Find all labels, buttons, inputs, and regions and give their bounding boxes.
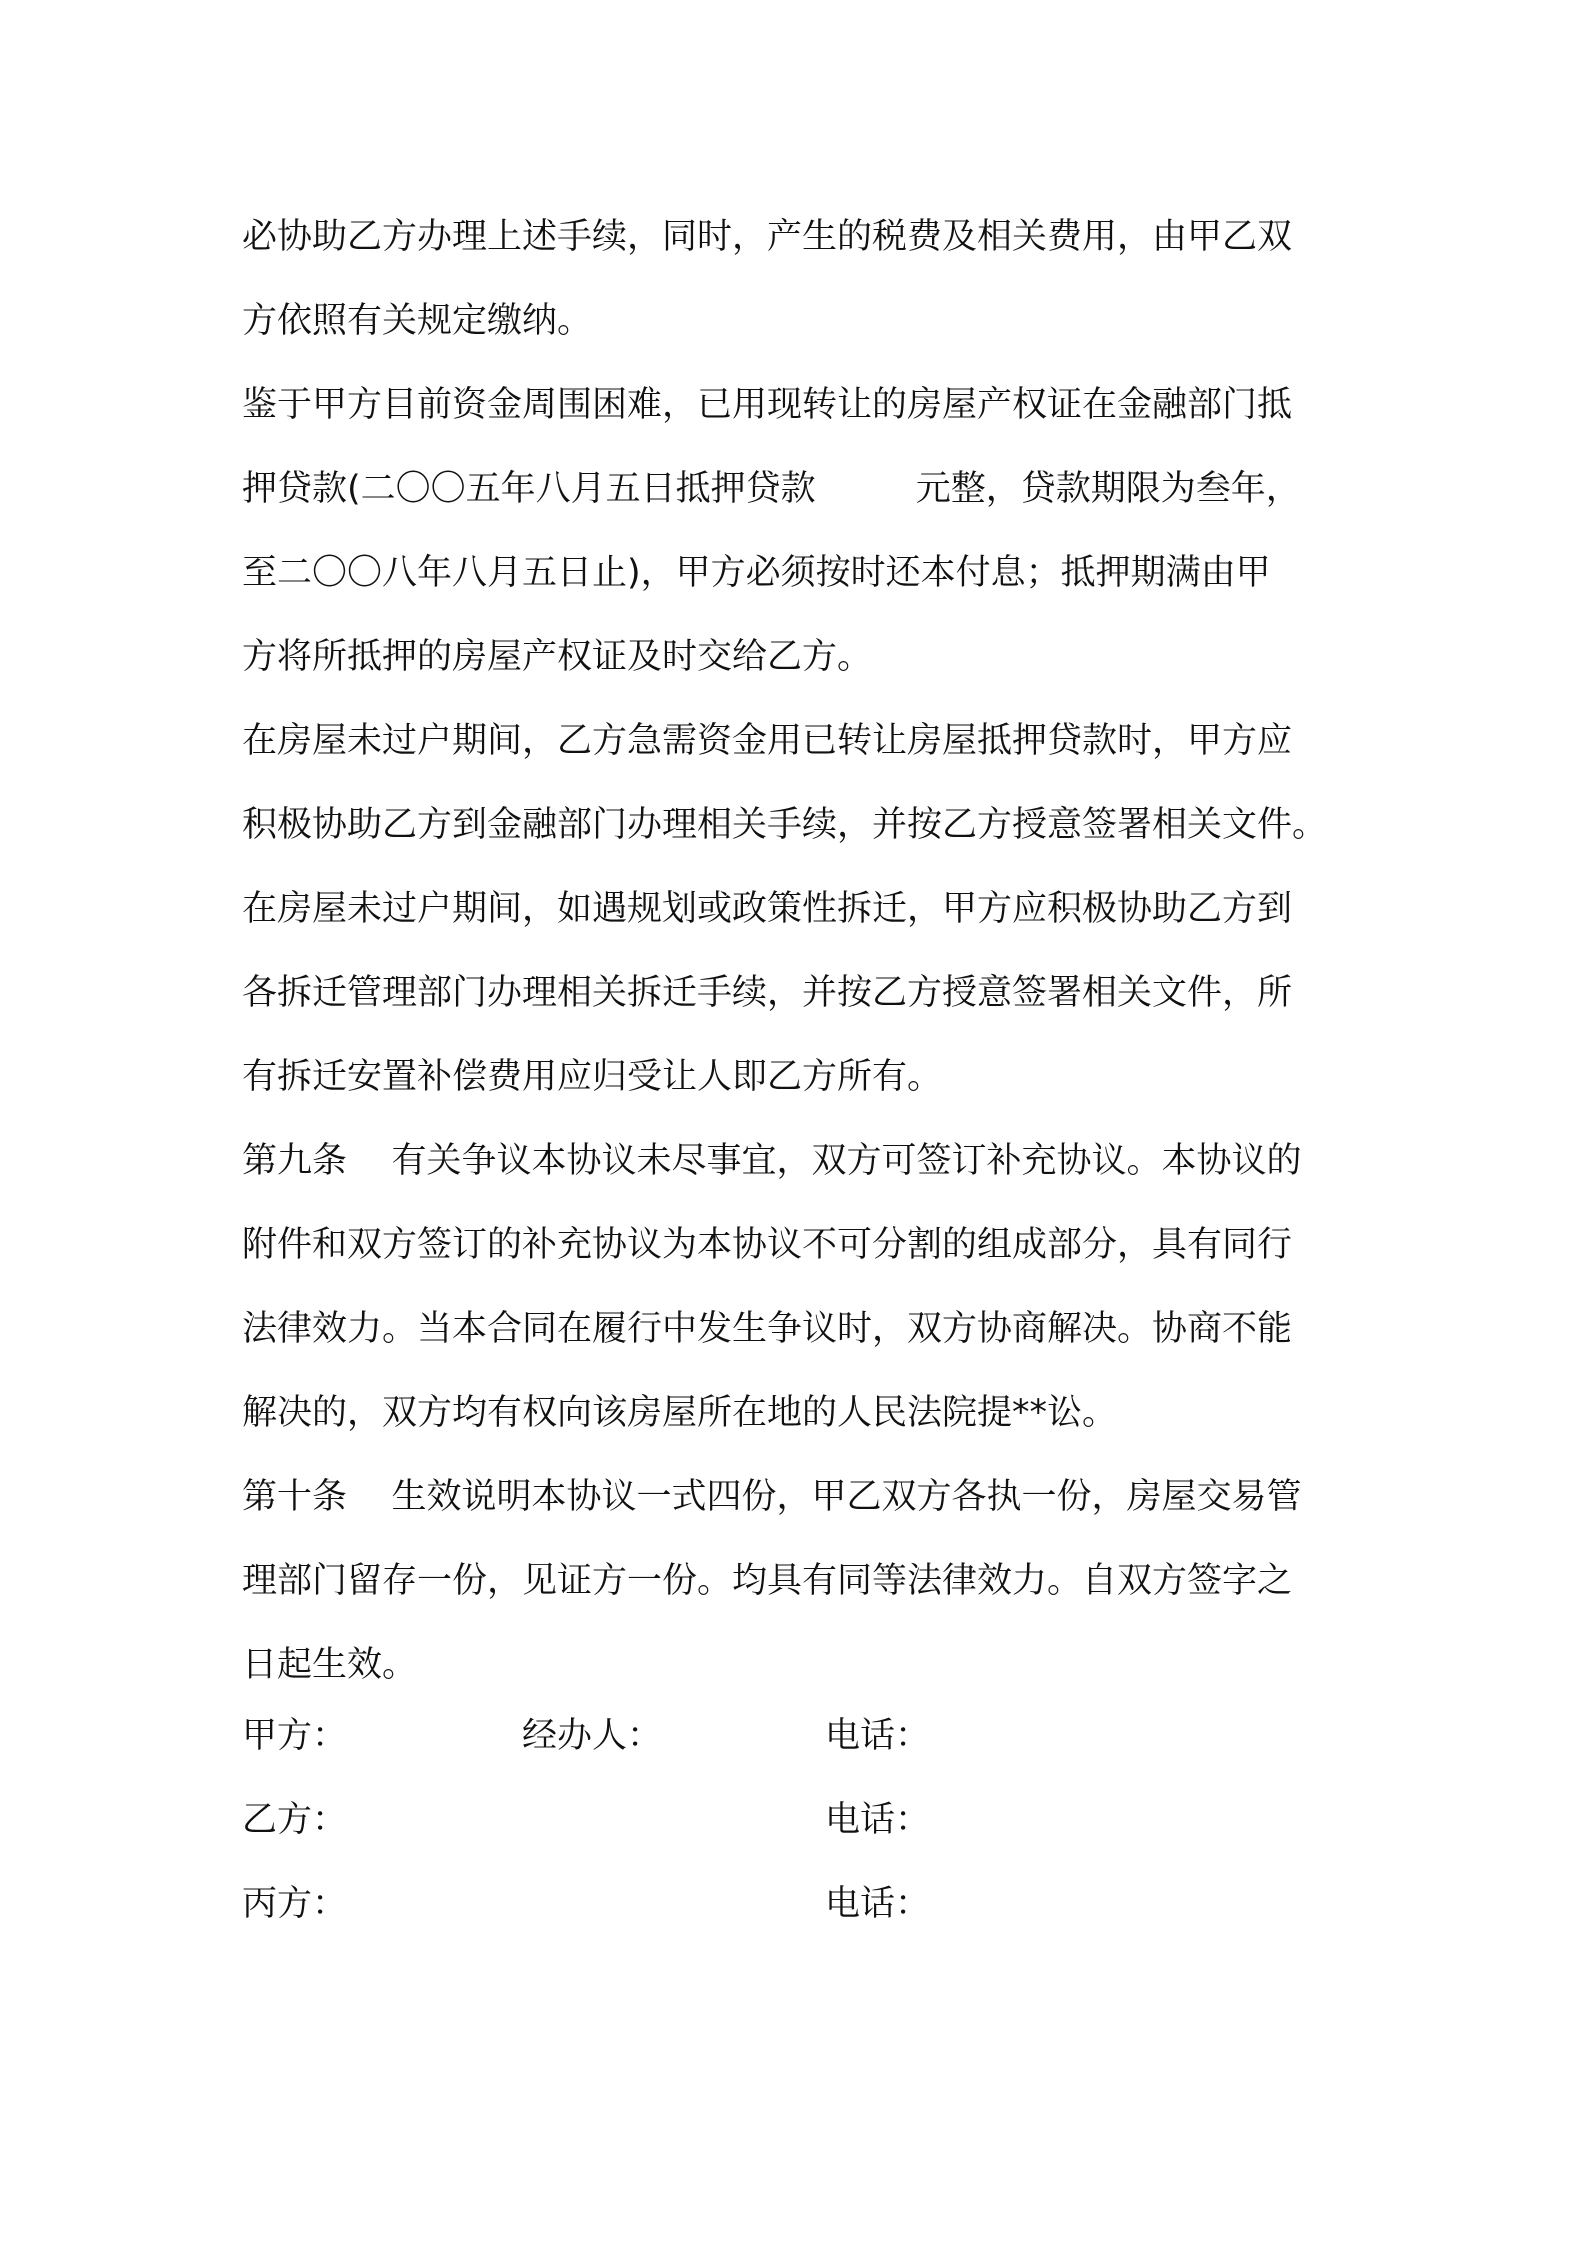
article-10-line-2: 理部门留存一份，见证方一份。均具有同等法律效力。自双方签字之: [242, 1561, 1293, 1601]
article-10-line-3: 日起生效。: [242, 1645, 418, 1685]
article-9-line-4: 解决的，双方均有权向该房屋所在地的人民法院提**讼。: [242, 1393, 1118, 1433]
signature-block: [242, 1694, 1372, 1946]
party-a-label: 甲方：: [242, 1716, 348, 1756]
phone-b-label: 电话：: [825, 1800, 931, 1840]
body-line-6: 方将所抵押的房屋产权证及时交给乙方。: [242, 637, 873, 677]
body-line-5: 至二〇〇八年八月五日止)，甲方必须按时还本付息；抵押期满由甲: [242, 553, 1271, 593]
body-line-9: 在房屋未过户期间，如遇规划或政策性拆迁，甲方应积极协助乙方到: [242, 889, 1293, 929]
signature-row-party-b: [242, 1778, 1372, 1862]
body-line-7: 在房屋未过户期间，乙方急需资金用已转让房屋抵押贷款时，甲方应: [242, 721, 1293, 761]
agent-label: 经办人：: [522, 1716, 663, 1756]
body-line-8: 积极协助乙方到金融部门办理相关手续，并按乙方授意签署相关文件。: [242, 805, 1328, 845]
signature-row-party-c: [242, 1862, 1372, 1946]
party-b-label: 乙方：: [242, 1800, 348, 1840]
body-line-2: 方依照有关规定缴纳。: [242, 301, 593, 341]
body-line-4: 押贷款(二〇〇五年八月五日抵押贷款 元整，贷款期限为叁年，: [242, 469, 1301, 509]
agreement-body: [242, 195, 1372, 1707]
party-c-label: 丙方：: [242, 1884, 348, 1924]
article-9-line-3: 法律效力。当本合同在履行中发生争议时，双方协商解决。协商不能: [242, 1309, 1293, 1349]
phone-c-label: 电话：: [825, 1884, 931, 1924]
article-10-line-1: 第十条 生效说明本协议一式四份，甲乙双方各执一份，房屋交易管: [242, 1477, 1302, 1517]
phone-a-label: 电话：: [825, 1716, 931, 1756]
article-9-line-1: 第九条 有关争议本协议未尽事宜，双方可签订补充协议。本协议的: [242, 1141, 1302, 1181]
signature-row-party-a: [242, 1694, 1372, 1778]
body-line-3: 鉴于甲方目前资金周围困难，已用现转让的房屋产权证在金融部门抵: [242, 385, 1293, 425]
article-9-line-2: 附件和双方签订的补充协议为本协议不可分割的组成部分，具有同行: [242, 1225, 1293, 1265]
body-line-10: 各拆迁管理部门办理相关拆迁手续，并按乙方授意签署相关文件，所: [242, 973, 1293, 1013]
body-line-11: 有拆迁安置补偿费用应归受让人即乙方所有。: [242, 1057, 943, 1097]
body-line-1: 必协助乙方办理上述手续，同时，产生的税费及相关费用，由甲乙双: [242, 217, 1293, 257]
